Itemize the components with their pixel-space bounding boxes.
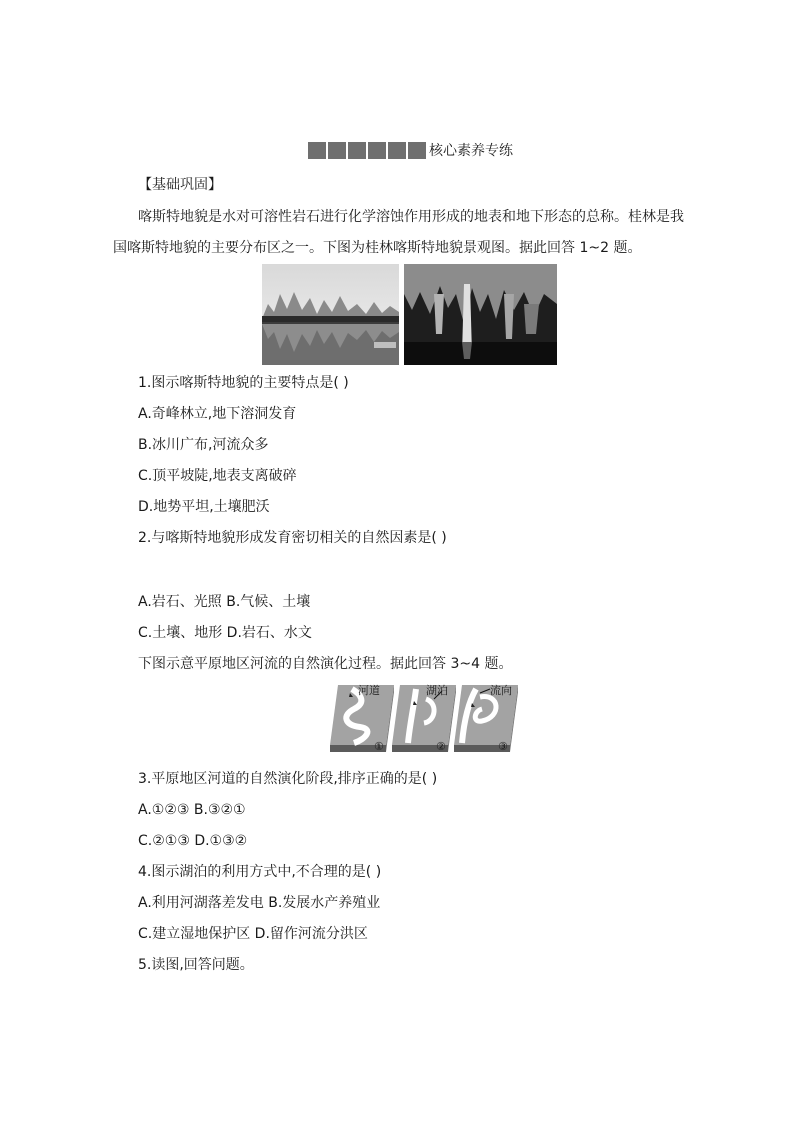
river-evolution-diagram xyxy=(330,685,520,755)
q1-option-a: A.奇峰林立,地下溶洞发育 xyxy=(138,406,297,422)
label-flow: 流向 xyxy=(490,684,512,697)
panel-label-3: ③ xyxy=(498,740,508,753)
q4-stem: 4.图示湖泊的利用方式中,不合理的是( ) xyxy=(138,864,382,880)
q2-options-line-2: C.土壤、地形 D.岩石、水文 xyxy=(138,625,312,641)
q5-stem: 5.读图,回答问题。 xyxy=(138,957,254,973)
section-heading: 【基础巩固】 xyxy=(138,177,222,193)
q4-options-line-1: A.利用河湖落差发电 B.发展水产养殖业 xyxy=(138,895,381,911)
intro-2: 下图示意平原地区河流的自然演化过程。据此回答 3~4 题。 xyxy=(138,656,513,672)
q1-stem: 1.图示喀斯特地貌的主要特点是( ) xyxy=(138,375,349,391)
intro-line-1: 喀斯特地貌是水对可溶性岩石进行化学溶蚀作用形成的地表和地下形态的总称。桂林是我 xyxy=(138,209,684,225)
page-title-text: 核心素养专练 xyxy=(429,143,513,159)
intro-line-2: 国喀斯特地貌的主要分布区之一。下图为桂林喀斯特地貌景观图。据此回答 1~2 题。 xyxy=(113,240,642,256)
q2-stem: 2.与喀斯特地貌形成发育密切相关的自然因素是( ) xyxy=(138,530,447,546)
q1-option-c: C.顶平坡陡,地表支离破碎 xyxy=(138,468,297,484)
karst-peaks-photo xyxy=(262,264,399,365)
q1-option-d: D.地势平坦,土壤肥沃 xyxy=(138,499,270,515)
panel-label-1: ① xyxy=(374,740,384,753)
karst-cave-photo xyxy=(404,264,557,365)
q2-options-line-1: A.岩石、光照 B.气候、土壤 xyxy=(138,594,311,610)
label-lake: 湖泊 xyxy=(426,684,448,697)
q3-stem: 3.平原地区河道的自然演化阶段,排序正确的是( ) xyxy=(138,771,438,787)
page-title xyxy=(308,140,513,160)
redacted-title-block xyxy=(308,142,428,159)
q3-options-line-1: A.①②③ B.③②① xyxy=(138,802,246,818)
q4-options-line-2: C.建立湿地保护区 D.留作河流分洪区 xyxy=(138,926,368,942)
q3-options-line-2: C.②①③ D.①③② xyxy=(138,833,248,849)
label-river: 河道 xyxy=(358,684,380,697)
q1-option-b: B.冰川广布,河流众多 xyxy=(138,437,269,453)
panel-label-2: ② xyxy=(436,740,446,753)
